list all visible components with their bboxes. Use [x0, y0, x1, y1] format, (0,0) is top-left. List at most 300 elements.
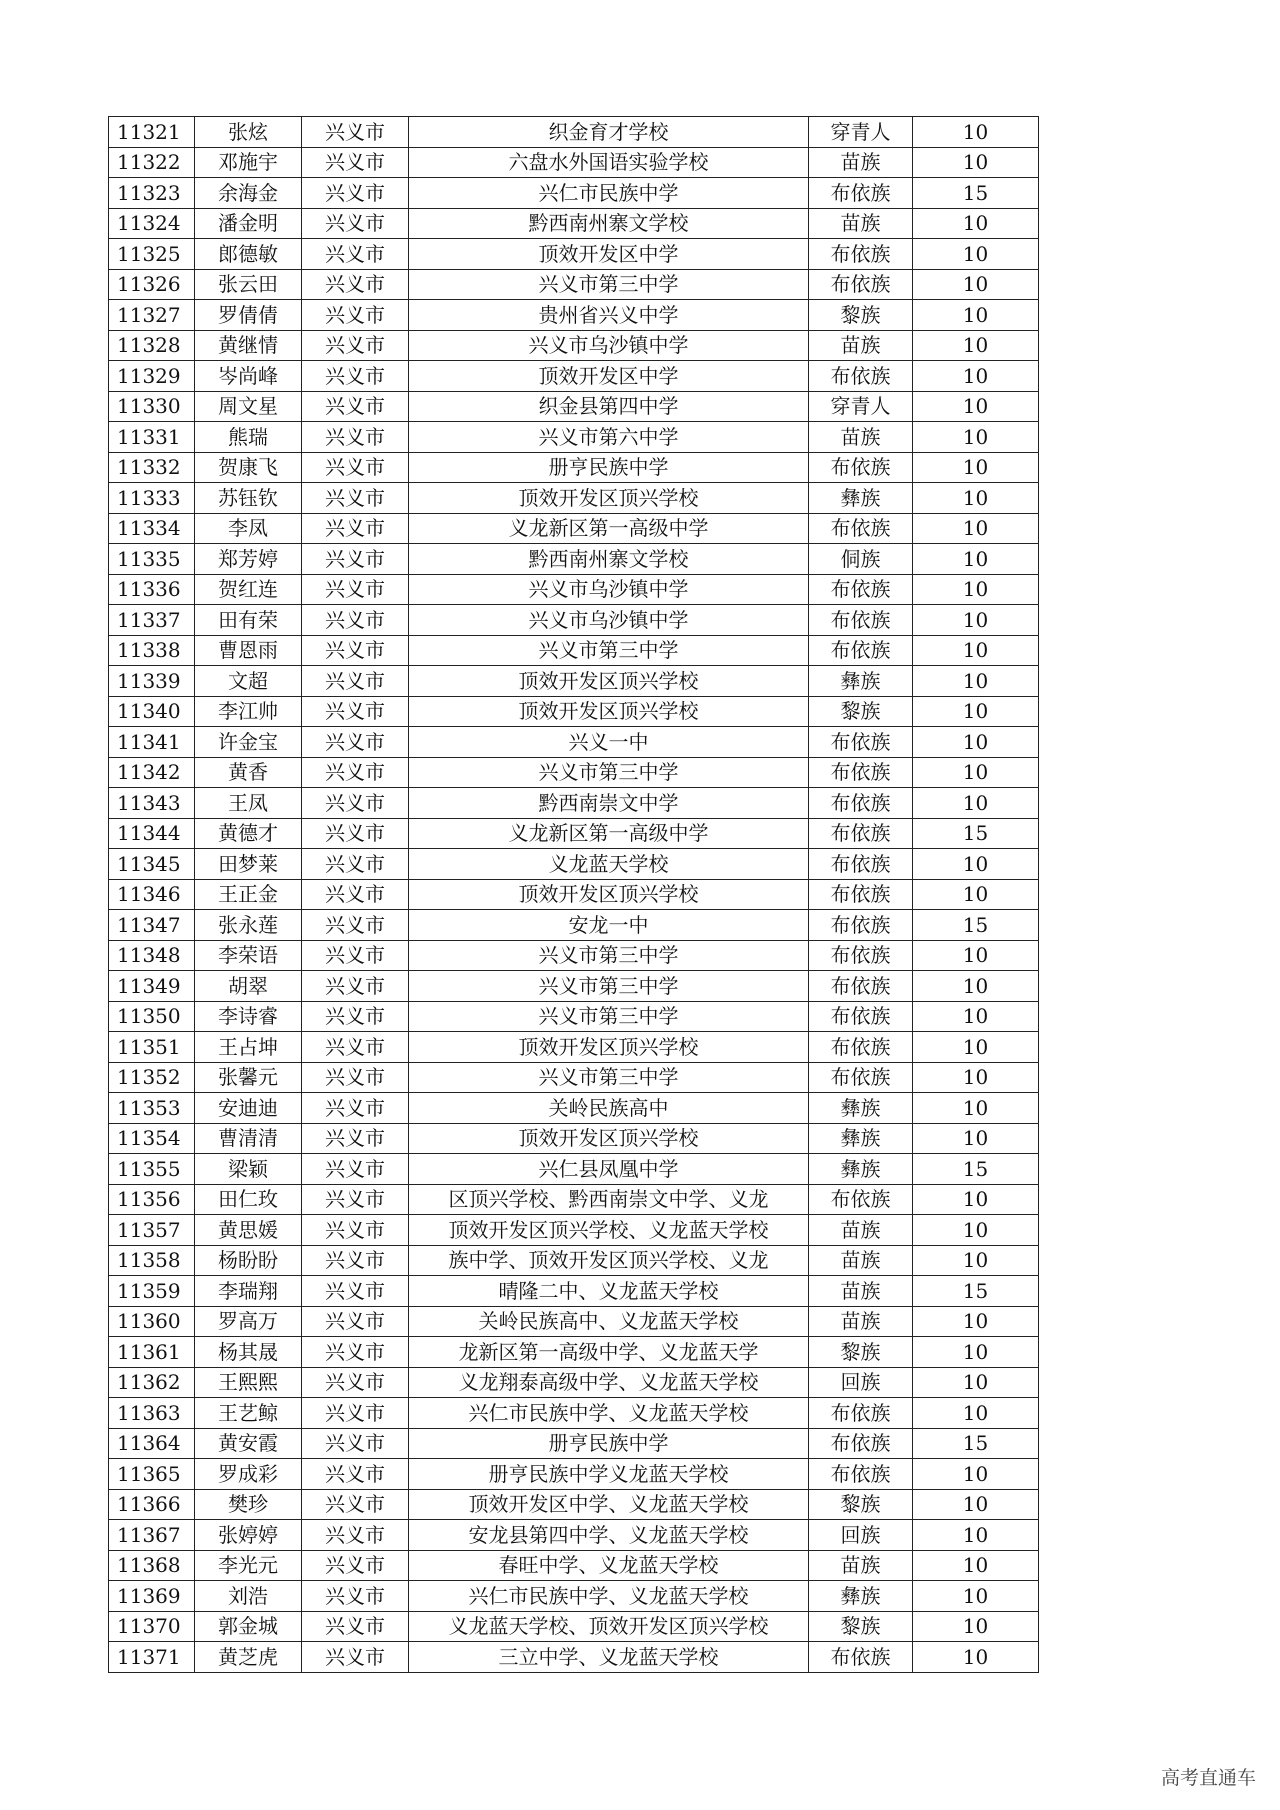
table-row	[109, 940, 1039, 971]
city-cell: 兴义市	[302, 910, 409, 941]
school-cell: 区顶兴学校、黔西南崇文中学、义龙	[409, 1184, 809, 1215]
city-cell: 兴义市	[302, 696, 409, 727]
id-cell: 11339	[109, 666, 195, 697]
id-cell: 11370	[109, 1611, 195, 1642]
student-table	[108, 116, 1039, 1673]
name-cell: 罗成彩	[195, 1459, 302, 1490]
city-cell: 兴义市	[302, 178, 409, 209]
id-cell: 11349	[109, 971, 195, 1002]
name-cell: 梁颖	[195, 1154, 302, 1185]
school-cell: 兴义市第三中学	[409, 940, 809, 971]
city-cell: 兴义市	[302, 1032, 409, 1063]
table-row	[109, 1550, 1039, 1581]
table-row	[109, 757, 1039, 788]
school-cell: 册亨民族中学	[409, 1428, 809, 1459]
school-cell: 六盘水外国语实验学校	[409, 147, 809, 178]
city-cell: 兴义市	[302, 1306, 409, 1337]
ethnicity-cell: 布依族	[809, 1642, 913, 1673]
id-cell: 11323	[109, 178, 195, 209]
id-cell: 11324	[109, 208, 195, 239]
school-cell: 册亨民族中学义龙蓝天学校	[409, 1459, 809, 1490]
name-cell: 王熙熙	[195, 1367, 302, 1398]
table-row	[109, 300, 1039, 331]
city-cell: 兴义市	[302, 544, 409, 575]
school-cell: 顶效开发区顶兴学校	[409, 483, 809, 514]
id-cell: 11342	[109, 757, 195, 788]
id-cell: 11330	[109, 391, 195, 422]
school-cell: 兴义市第三中学	[409, 1001, 809, 1032]
city-cell: 兴义市	[302, 269, 409, 300]
score-cell: 10	[913, 391, 1039, 422]
score-cell: 10	[913, 300, 1039, 331]
ethnicity-cell: 布依族	[809, 1459, 913, 1490]
school-cell: 兴仁市民族中学、义龙蓝天学校	[409, 1398, 809, 1429]
ethnicity-cell: 彝族	[809, 1154, 913, 1185]
id-cell: 11337	[109, 605, 195, 636]
table-row	[109, 239, 1039, 270]
score-cell: 10	[913, 239, 1039, 270]
score-cell: 10	[913, 330, 1039, 361]
ethnicity-cell: 苗族	[809, 1550, 913, 1581]
city-cell: 兴义市	[302, 1093, 409, 1124]
table-row	[109, 1398, 1039, 1429]
id-cell: 11345	[109, 849, 195, 880]
score-cell: 10	[913, 1459, 1039, 1490]
table-row	[109, 1428, 1039, 1459]
id-cell: 11366	[109, 1489, 195, 1520]
city-cell: 兴义市	[302, 1001, 409, 1032]
id-cell: 11353	[109, 1093, 195, 1124]
name-cell: 张炫	[195, 117, 302, 148]
table-row	[109, 1642, 1039, 1673]
city-cell: 兴义市	[302, 1642, 409, 1673]
school-cell: 晴隆二中、义龙蓝天学校	[409, 1276, 809, 1307]
ethnicity-cell: 布依族	[809, 635, 913, 666]
name-cell: 王艺鲸	[195, 1398, 302, 1429]
city-cell: 兴义市	[302, 1459, 409, 1490]
name-cell: 王正金	[195, 879, 302, 910]
ethnicity-cell: 布依族	[809, 1001, 913, 1032]
name-cell: 郭金城	[195, 1611, 302, 1642]
score-cell: 15	[913, 1154, 1039, 1185]
city-cell: 兴义市	[302, 757, 409, 788]
score-cell: 10	[913, 727, 1039, 758]
city-cell: 兴义市	[302, 1489, 409, 1520]
ethnicity-cell: 布依族	[809, 1184, 913, 1215]
name-cell: 李江帅	[195, 696, 302, 727]
name-cell: 黄德才	[195, 818, 302, 849]
id-cell: 11325	[109, 239, 195, 270]
id-cell: 11357	[109, 1215, 195, 1246]
id-cell: 11350	[109, 1001, 195, 1032]
name-cell: 胡翠	[195, 971, 302, 1002]
city-cell: 兴义市	[302, 361, 409, 392]
id-cell: 11321	[109, 117, 195, 148]
ethnicity-cell: 布依族	[809, 971, 913, 1002]
table-row	[109, 422, 1039, 453]
id-cell: 11341	[109, 727, 195, 758]
score-cell: 10	[913, 1093, 1039, 1124]
table-row	[109, 1489, 1039, 1520]
city-cell: 兴义市	[302, 1337, 409, 1368]
ethnicity-cell: 布依族	[809, 1032, 913, 1063]
table-row	[109, 666, 1039, 697]
name-cell: 李凤	[195, 513, 302, 544]
id-cell: 11329	[109, 361, 195, 392]
ethnicity-cell: 布依族	[809, 269, 913, 300]
score-cell: 10	[913, 513, 1039, 544]
score-cell: 15	[913, 910, 1039, 941]
score-cell: 10	[913, 605, 1039, 636]
id-cell: 11348	[109, 940, 195, 971]
id-cell: 11328	[109, 330, 195, 361]
score-cell: 10	[913, 879, 1039, 910]
table-row	[109, 483, 1039, 514]
name-cell: 樊珍	[195, 1489, 302, 1520]
name-cell: 刘浩	[195, 1581, 302, 1612]
ethnicity-cell: 布依族	[809, 1428, 913, 1459]
score-cell: 10	[913, 1489, 1039, 1520]
ethnicity-cell: 布依族	[809, 361, 913, 392]
school-cell: 顶效开发区中学	[409, 239, 809, 270]
school-cell: 兴义一中	[409, 727, 809, 758]
table-row	[109, 1276, 1039, 1307]
table-row	[109, 361, 1039, 392]
city-cell: 兴义市	[302, 666, 409, 697]
school-cell: 兴义市第六中学	[409, 422, 809, 453]
table-row	[109, 1581, 1039, 1612]
ethnicity-cell: 彝族	[809, 1093, 913, 1124]
name-cell: 田有荣	[195, 605, 302, 636]
city-cell: 兴义市	[302, 971, 409, 1002]
name-cell: 郑芳婷	[195, 544, 302, 575]
school-cell: 义龙翔泰高级中学、义龙蓝天学校	[409, 1367, 809, 1398]
table-row	[109, 1367, 1039, 1398]
table-row	[109, 330, 1039, 361]
table-row	[109, 635, 1039, 666]
city-cell: 兴义市	[302, 1215, 409, 1246]
city-cell: 兴义市	[302, 1154, 409, 1185]
id-cell: 11343	[109, 788, 195, 819]
school-cell: 义龙蓝天学校	[409, 849, 809, 880]
city-cell: 兴义市	[302, 330, 409, 361]
score-cell: 10	[913, 269, 1039, 300]
ethnicity-cell: 布依族	[809, 910, 913, 941]
table-row	[109, 1611, 1039, 1642]
score-cell: 10	[913, 1245, 1039, 1276]
id-cell: 11347	[109, 910, 195, 941]
school-cell: 兴义市第三中学	[409, 971, 809, 1002]
name-cell: 张永莲	[195, 910, 302, 941]
id-cell: 11336	[109, 574, 195, 605]
score-cell: 10	[913, 574, 1039, 605]
name-cell: 黄继情	[195, 330, 302, 361]
name-cell: 罗倩倩	[195, 300, 302, 331]
name-cell: 王凤	[195, 788, 302, 819]
school-cell: 顶效开发区顶兴学校	[409, 879, 809, 910]
city-cell: 兴义市	[302, 1611, 409, 1642]
table-row	[109, 452, 1039, 483]
table-row	[109, 117, 1039, 148]
ethnicity-cell: 苗族	[809, 147, 913, 178]
score-cell: 10	[913, 788, 1039, 819]
ethnicity-cell: 彝族	[809, 483, 913, 514]
watermark-text: 高考直通车	[1160, 1767, 1256, 1789]
score-cell: 10	[913, 361, 1039, 392]
city-cell: 兴义市	[302, 940, 409, 971]
id-cell: 11362	[109, 1367, 195, 1398]
city-cell: 兴义市	[302, 574, 409, 605]
table-row	[109, 696, 1039, 727]
id-cell: 11327	[109, 300, 195, 331]
name-cell: 曹清清	[195, 1123, 302, 1154]
name-cell: 李荣语	[195, 940, 302, 971]
table-row	[109, 727, 1039, 758]
id-cell: 11355	[109, 1154, 195, 1185]
ethnicity-cell: 彝族	[809, 1581, 913, 1612]
id-cell: 11356	[109, 1184, 195, 1215]
school-cell: 兴义市第三中学	[409, 635, 809, 666]
school-cell: 贵州省兴义中学	[409, 300, 809, 331]
name-cell: 周文星	[195, 391, 302, 422]
name-cell: 潘金明	[195, 208, 302, 239]
table-row	[109, 513, 1039, 544]
city-cell: 兴义市	[302, 1550, 409, 1581]
id-cell: 11369	[109, 1581, 195, 1612]
school-cell: 顶效开发区顶兴学校	[409, 1032, 809, 1063]
id-cell: 11332	[109, 452, 195, 483]
score-cell: 10	[913, 1520, 1039, 1551]
name-cell: 贺康飞	[195, 452, 302, 483]
table-row	[109, 605, 1039, 636]
city-cell: 兴义市	[302, 422, 409, 453]
id-cell: 11333	[109, 483, 195, 514]
table-row	[109, 178, 1039, 209]
school-cell: 安龙县第四中学、义龙蓝天学校	[409, 1520, 809, 1551]
ethnicity-cell: 黎族	[809, 1611, 913, 1642]
table-row	[109, 1001, 1039, 1032]
ethnicity-cell: 布依族	[809, 818, 913, 849]
school-cell: 安龙一中	[409, 910, 809, 941]
ethnicity-cell: 苗族	[809, 208, 913, 239]
ethnicity-cell: 彝族	[809, 1123, 913, 1154]
table-row	[109, 1154, 1039, 1185]
ethnicity-cell: 布依族	[809, 788, 913, 819]
name-cell: 田仁玫	[195, 1184, 302, 1215]
score-cell: 10	[913, 422, 1039, 453]
id-cell: 11359	[109, 1276, 195, 1307]
ethnicity-cell: 苗族	[809, 1215, 913, 1246]
table-row	[109, 1459, 1039, 1490]
table-row	[109, 849, 1039, 880]
ethnicity-cell: 侗族	[809, 544, 913, 575]
score-cell: 10	[913, 940, 1039, 971]
ethnicity-cell: 苗族	[809, 330, 913, 361]
city-cell: 兴义市	[302, 391, 409, 422]
id-cell: 11344	[109, 818, 195, 849]
name-cell: 张云田	[195, 269, 302, 300]
table-row	[109, 1215, 1039, 1246]
name-cell: 安迪迪	[195, 1093, 302, 1124]
score-cell: 10	[913, 117, 1039, 148]
name-cell: 田梦莱	[195, 849, 302, 880]
ethnicity-cell: 布依族	[809, 727, 913, 758]
school-cell: 织金县第四中学	[409, 391, 809, 422]
name-cell: 王占坤	[195, 1032, 302, 1063]
score-cell: 10	[913, 1184, 1039, 1215]
id-cell: 11351	[109, 1032, 195, 1063]
name-cell: 熊瑞	[195, 422, 302, 453]
id-cell: 11367	[109, 1520, 195, 1551]
city-cell: 兴义市	[302, 1123, 409, 1154]
table-row	[109, 544, 1039, 575]
school-cell: 顶效开发区中学、义龙蓝天学校	[409, 1489, 809, 1520]
id-cell: 11335	[109, 544, 195, 575]
student-table-body	[109, 117, 1039, 1673]
name-cell: 邓施宇	[195, 147, 302, 178]
table-row	[109, 818, 1039, 849]
score-cell: 10	[913, 1550, 1039, 1581]
score-cell: 10	[913, 147, 1039, 178]
city-cell: 兴义市	[302, 879, 409, 910]
id-cell: 11331	[109, 422, 195, 453]
score-cell: 10	[913, 1611, 1039, 1642]
ethnicity-cell: 苗族	[809, 1276, 913, 1307]
school-cell: 龙新区第一高级中学、义龙蓝天学	[409, 1337, 809, 1368]
table-row	[109, 391, 1039, 422]
id-cell: 11338	[109, 635, 195, 666]
city-cell: 兴义市	[302, 239, 409, 270]
name-cell: 张馨元	[195, 1062, 302, 1093]
city-cell: 兴义市	[302, 117, 409, 148]
id-cell: 11364	[109, 1428, 195, 1459]
score-cell: 10	[913, 1306, 1039, 1337]
name-cell: 罗高万	[195, 1306, 302, 1337]
city-cell: 兴义市	[302, 788, 409, 819]
table-row	[109, 1093, 1039, 1124]
score-cell: 15	[913, 178, 1039, 209]
name-cell: 贺红连	[195, 574, 302, 605]
school-cell: 兴义市第三中学	[409, 269, 809, 300]
ethnicity-cell: 布依族	[809, 452, 913, 483]
city-cell: 兴义市	[302, 635, 409, 666]
table-row	[109, 1520, 1039, 1551]
score-cell: 10	[913, 1032, 1039, 1063]
table-row	[109, 1184, 1039, 1215]
name-cell: 杨其晟	[195, 1337, 302, 1368]
table-row	[109, 1306, 1039, 1337]
city-cell: 兴义市	[302, 452, 409, 483]
city-cell: 兴义市	[302, 1581, 409, 1612]
ethnicity-cell: 回族	[809, 1520, 913, 1551]
school-cell: 兴仁市民族中学	[409, 178, 809, 209]
score-cell: 10	[913, 666, 1039, 697]
table-row	[109, 208, 1039, 239]
score-cell: 10	[913, 635, 1039, 666]
city-cell: 兴义市	[302, 1398, 409, 1429]
city-cell: 兴义市	[302, 1520, 409, 1551]
school-cell: 册亨民族中学	[409, 452, 809, 483]
ethnicity-cell: 布依族	[809, 178, 913, 209]
name-cell: 李诗睿	[195, 1001, 302, 1032]
city-cell: 兴义市	[302, 605, 409, 636]
school-cell: 顶效开发区顶兴学校	[409, 666, 809, 697]
school-cell: 织金育才学校	[409, 117, 809, 148]
score-cell: 10	[913, 1337, 1039, 1368]
city-cell: 兴义市	[302, 1428, 409, 1459]
score-cell: 10	[913, 1123, 1039, 1154]
city-cell: 兴义市	[302, 147, 409, 178]
city-cell: 兴义市	[302, 727, 409, 758]
ethnicity-cell: 布依族	[809, 757, 913, 788]
ethnicity-cell: 黎族	[809, 1489, 913, 1520]
id-cell: 11361	[109, 1337, 195, 1368]
score-cell: 10	[913, 757, 1039, 788]
id-cell: 11352	[109, 1062, 195, 1093]
city-cell: 兴义市	[302, 818, 409, 849]
table-row	[109, 1032, 1039, 1063]
city-cell: 兴义市	[302, 513, 409, 544]
id-cell: 11326	[109, 269, 195, 300]
school-cell: 兴仁县凤凰中学	[409, 1154, 809, 1185]
ethnicity-cell: 苗族	[809, 1245, 913, 1276]
school-cell: 关岭民族高中、义龙蓝天学校	[409, 1306, 809, 1337]
score-cell: 10	[913, 971, 1039, 1002]
school-cell: 兴义市乌沙镇中学	[409, 574, 809, 605]
ethnicity-cell: 布依族	[809, 849, 913, 880]
ethnicity-cell: 彝族	[809, 666, 913, 697]
name-cell: 李瑞翔	[195, 1276, 302, 1307]
ethnicity-cell: 黎族	[809, 696, 913, 727]
id-cell: 11358	[109, 1245, 195, 1276]
city-cell: 兴义市	[302, 208, 409, 239]
id-cell: 11322	[109, 147, 195, 178]
school-cell: 义龙新区第一高级中学	[409, 513, 809, 544]
school-cell: 兴义市乌沙镇中学	[409, 330, 809, 361]
score-cell: 10	[913, 1367, 1039, 1398]
ethnicity-cell: 布依族	[809, 239, 913, 270]
id-cell: 11346	[109, 879, 195, 910]
school-cell: 族中学、顶效开发区顶兴学校、义龙	[409, 1245, 809, 1276]
name-cell: 余海金	[195, 178, 302, 209]
name-cell: 许金宝	[195, 727, 302, 758]
id-cell: 11371	[109, 1642, 195, 1673]
table-row	[109, 269, 1039, 300]
ethnicity-cell: 布依族	[809, 940, 913, 971]
score-cell: 15	[913, 1428, 1039, 1459]
score-cell: 10	[913, 208, 1039, 239]
table-row	[109, 147, 1039, 178]
id-cell: 11360	[109, 1306, 195, 1337]
score-cell: 15	[913, 1276, 1039, 1307]
school-cell: 兴义市第三中学	[409, 1062, 809, 1093]
ethnicity-cell: 布依族	[809, 879, 913, 910]
table-row	[109, 788, 1039, 819]
id-cell: 11334	[109, 513, 195, 544]
school-cell: 兴义市第三中学	[409, 757, 809, 788]
school-cell: 兴仁市民族中学、义龙蓝天学校	[409, 1581, 809, 1612]
school-cell: 春旺中学、义龙蓝天学校	[409, 1550, 809, 1581]
id-cell: 11368	[109, 1550, 195, 1581]
score-cell: 10	[913, 1001, 1039, 1032]
city-cell: 兴义市	[302, 1184, 409, 1215]
score-cell: 10	[913, 1642, 1039, 1673]
ethnicity-cell: 穿青人	[809, 391, 913, 422]
city-cell: 兴义市	[302, 1276, 409, 1307]
ethnicity-cell: 黎族	[809, 1337, 913, 1368]
score-cell: 10	[913, 1398, 1039, 1429]
name-cell: 李光元	[195, 1550, 302, 1581]
